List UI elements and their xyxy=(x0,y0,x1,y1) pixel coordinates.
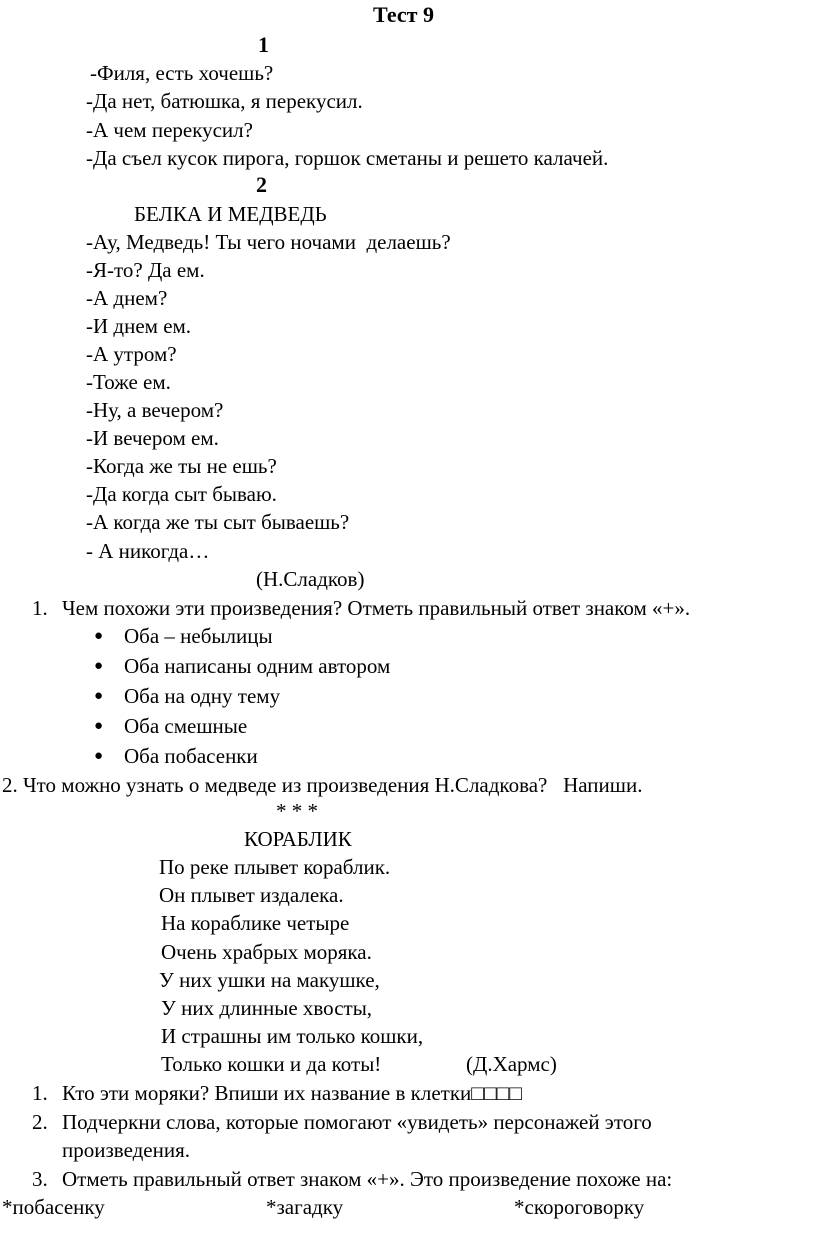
question1-number: 1. xyxy=(32,596,48,620)
poem-line: На кораблике четыре xyxy=(161,911,350,935)
task-number: 3. xyxy=(32,1167,48,1191)
part1-line: -Филя, есть хочешь? xyxy=(90,61,274,85)
task-number: 2. xyxy=(32,1110,48,1134)
option-item: Оба – небылицы xyxy=(124,624,273,648)
task-text: Подчеркни слова, которые помогают «увидеть» персонажей этого xyxy=(62,1110,652,1134)
part2-line: -Я-то? Да ем. xyxy=(86,258,205,282)
part2-title: БЕЛКА И МЕДВЕДЬ xyxy=(134,202,327,226)
task-number: 1. xyxy=(32,1081,48,1105)
poem-line: По реке плывет кораблик. xyxy=(159,855,391,879)
question2-text: 2. Что можно узнать о медведе из произведения Н.Сладкова? Напиши. xyxy=(2,773,643,797)
choice-item: *загадку xyxy=(266,1195,344,1219)
choice-item: *побасенку xyxy=(2,1195,105,1219)
separator-stars: * * * xyxy=(276,799,318,823)
choice-item: *скороговорку xyxy=(514,1195,645,1219)
part2-author: (Н.Сладков) xyxy=(256,567,365,591)
poem-line: Он плывет издалека. xyxy=(159,883,344,907)
part2-number: 2 xyxy=(256,172,267,197)
part1-line: -А чем перекусил? xyxy=(86,118,253,142)
part2-line: -А когда же ты сыт бываешь? xyxy=(86,510,350,534)
task-text-continuation: произведения. xyxy=(62,1138,190,1162)
part2-line: -Да когда сыт бываю. xyxy=(86,482,277,506)
poem-line: И страшны им только кошки, xyxy=(161,1024,424,1048)
part2-line: -Когда же ты не ешь? xyxy=(86,454,277,478)
bullet-icon: ● xyxy=(94,688,104,704)
part2-line: -Тоже ем. xyxy=(86,370,171,394)
poem-line: У них ушки на макушке, xyxy=(159,968,380,992)
bullet-icon: ● xyxy=(94,718,104,734)
option-item: Оба на одну тему xyxy=(124,684,281,708)
part2-line: -А днем? xyxy=(86,286,168,310)
question1-text: Чем похожи эти произведения? Отметь правильный ответ знаком «+». xyxy=(62,596,691,620)
part2-line: -И вечером ем. xyxy=(86,426,219,450)
poem-line: У них длинные хвосты, xyxy=(161,996,373,1020)
bullet-icon: ● xyxy=(94,658,104,674)
option-item: Оба написаны одним автором xyxy=(124,654,391,678)
part2-line: -Ау, Медведь! Ты чего ночами делаешь? xyxy=(86,230,451,254)
bullet-icon: ● xyxy=(94,628,104,644)
part2-line: -И днем ем. xyxy=(86,314,192,338)
option-item: Оба смешные xyxy=(124,714,248,738)
part1-number: 1 xyxy=(258,32,269,57)
page-title: Тест 9 xyxy=(373,2,434,27)
poem-author: (Д.Хармс) xyxy=(466,1052,557,1076)
bullet-icon: ● xyxy=(94,748,104,764)
part1-line: -Да нет, батюшка, я перекусил. xyxy=(86,89,363,113)
poem-line: Очень храбрых моряка. xyxy=(161,940,372,964)
poem-line: Только кошки и да коты! xyxy=(161,1052,382,1076)
task-text: Кто эти моряки? Впиши их название в клетки□□□□ xyxy=(62,1081,523,1105)
part2-line: -А утром? xyxy=(86,342,177,366)
task-text: Отметь правильный ответ знаком «+». Это произведение похоже на: xyxy=(62,1167,673,1191)
option-item: Оба побасенки xyxy=(124,744,258,768)
part2-line: - А никогда… xyxy=(86,539,210,563)
part1-line: -Да съел кусок пирога, горшок сметаны и решето калачей. xyxy=(86,146,609,170)
poem-title: КОРАБЛИК xyxy=(244,827,352,851)
part2-line: -Ну, а вечером? xyxy=(86,398,224,422)
